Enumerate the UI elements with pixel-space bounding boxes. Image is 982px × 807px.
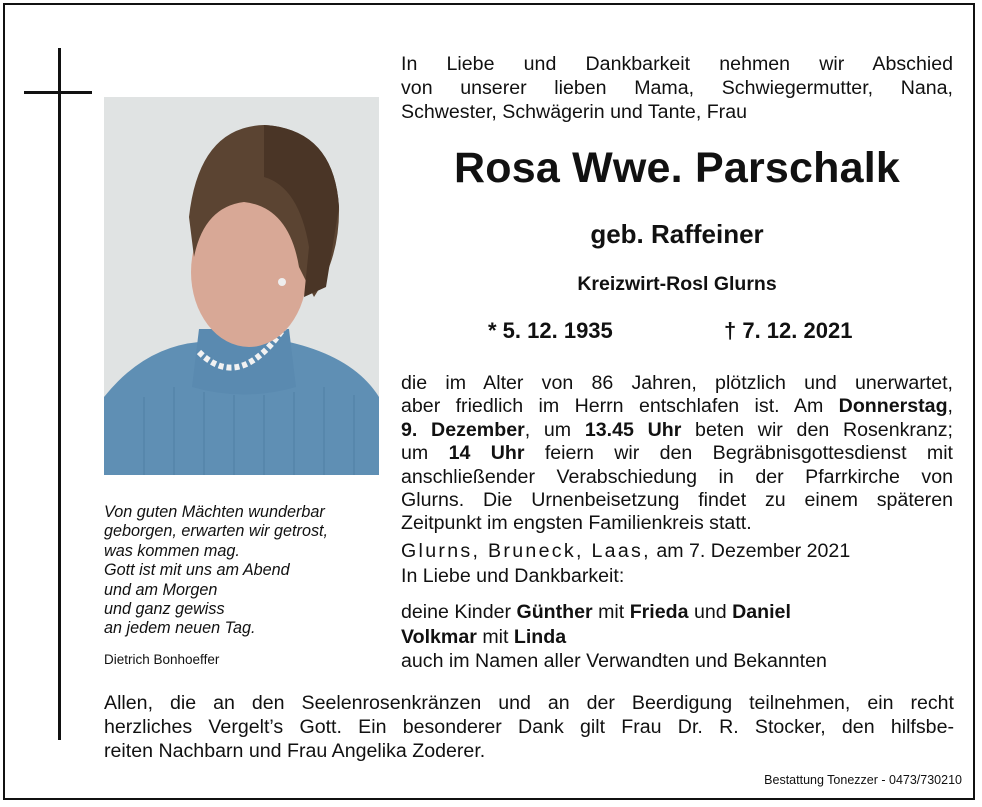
body-line: um 14 Uhr feiern wir den Begräbnisgottesdienst mit (401, 442, 953, 465)
undertaker-credit: Bestattung Tonezzer - 0473/730210 (764, 773, 962, 787)
intro-line: von unserer lieben Mama, Schwiegermutter, Nana, (401, 77, 953, 99)
intro-line: Schwester, Schwägerin und Tante, Frau (401, 101, 747, 123)
place: Glurns, Bruneck, Laas, (401, 540, 651, 562)
cross-icon (58, 48, 61, 740)
death-date: † 7. 12. 2021 (724, 318, 853, 343)
nickname: Kreizwirt-Rosl Glurns (577, 273, 777, 295)
intro-text (401, 52, 953, 124)
quote-line: geborgen, erwarten wir getrost, (104, 522, 329, 541)
body-line: die im Alter von 86 Jahren, plötzlich und unerwartet, (401, 372, 953, 394)
cross-icon-bar (24, 91, 92, 94)
birth-date: * 5. 12. 1935 (488, 318, 613, 343)
thanks-heading: In Liebe und Dankbarkeit: (401, 565, 625, 587)
body-line: Glurns. Die Urnenbeisetzung findet zu einem späteren (401, 489, 953, 512)
footer-thanks (104, 691, 954, 763)
family-line: Volkmar mit Linda (401, 625, 567, 648)
footer-line: reiten Nachbarn und Frau Angelika Zoderer. (104, 740, 486, 762)
body-line: anschließender Verabschiedung in der Pfarrkirche von (401, 465, 953, 488)
quote-line: Von guten Mächten wunderbar (104, 503, 325, 521)
quote-block (104, 503, 389, 639)
place-date (401, 540, 850, 563)
body-line: aber friedlich im Herrn entschlafen ist. Am Donnerstag, (401, 395, 953, 418)
intro-line: In Liebe und Dankbarkeit nehmen wir Abschied (401, 53, 953, 75)
portrait-photo (104, 97, 379, 475)
body-line: 9. Dezember, um 13.45 Uhr beten wir den Rosenkranz; (401, 418, 953, 441)
quote-author: Dietrich Bonhoeffer (104, 652, 220, 667)
footer-line: Allen, die an den Seelenrosenkränzen und an der Beerdigung teilnehmen, ein recht (104, 692, 954, 714)
maiden-name: geb. Raffeiner (590, 219, 764, 249)
family-list (401, 600, 827, 674)
body-line: Zeitpunkt im engsten Familienkreis statt. (401, 512, 752, 535)
family-line: deine Kinder Günther mit Frieda und Daniel (401, 601, 791, 623)
quote-line: was kommen mag. (104, 541, 240, 560)
date: am 7. Dezember 2021 (650, 540, 851, 562)
quote-line: an jedem neuen Tag. (104, 619, 256, 638)
family-line: auch im Namen aller Verwandten und Bekannten (401, 650, 827, 672)
deceased-name: Rosa Wwe. Parschalk (454, 144, 900, 192)
footer-line: herzliches Vergelt’s Gott. Ein besonderer Dank gilt Frau Dr. R. Stocker, den hilfsbe- (104, 716, 954, 738)
quote-line: Gott ist mit uns am Abend (104, 561, 290, 580)
quote-line: und ganz gewiss (104, 600, 225, 619)
quote-line: und am Morgen (104, 580, 218, 599)
announcement-text (401, 372, 953, 536)
